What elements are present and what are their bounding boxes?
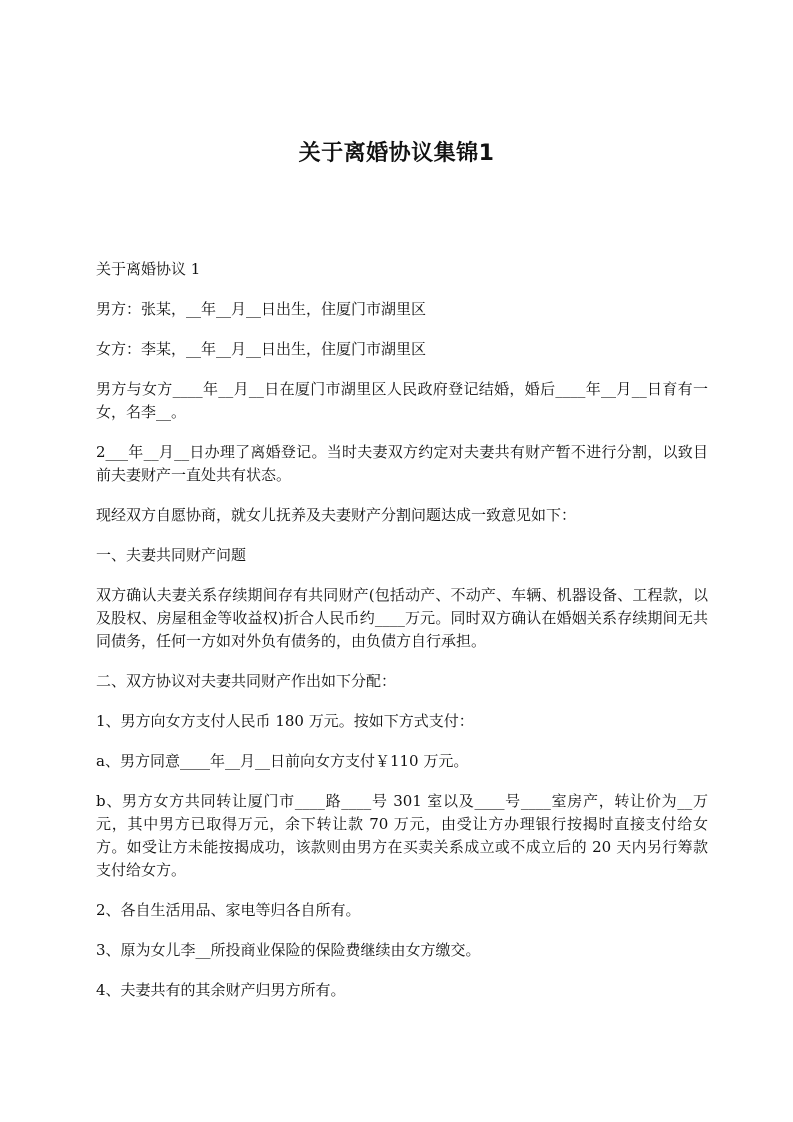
party-female: 女方：李某，__年__月__日出生，住厦门市湖里区 bbox=[96, 340, 427, 358]
document-title: 关于离婚协议集锦1 bbox=[298, 141, 495, 166]
property-item-3: 3、原为女儿李__所投商业保险的保险费继续由女方缴交。 bbox=[96, 941, 481, 959]
property-item-4: 4、夫妻共有的其余财产归男方所有。 bbox=[96, 981, 346, 999]
clause-heading-1: 一、夫妻共同财产问题 bbox=[96, 546, 247, 564]
payment-item-b: b、男方女方共同转让厦门市____路____号 301 室以及____号____室房产，转让价为__万元，其中男方已取得万元，余下转让款 70 万元，由受让方办理银行按揭时直接支付给女方。如受让方未能按揭成功，该款则由男方在买卖关系成立或不成立后的 20 天内另行筹款支付给女方。 bbox=[96, 792, 708, 879]
marriage-paragraph: 男方与女方____年__月__日在厦门市湖里区人民政府登记结婚，婚后____年__月__日育有一女，名李__。 bbox=[96, 380, 708, 421]
payment-item-1: 1、男方向女方支付人民币 180 万元。按如下方式支付： bbox=[96, 712, 474, 730]
divorce-registration-paragraph: 2___年__月__日办理了离婚登记。当时夫妻双方约定对夫妻共有财产暂不进行分割，以致目前夫妻财产一直处共有状态。 bbox=[96, 443, 708, 484]
property-item-2: 2、各自生活用品、家电等归各自所有。 bbox=[96, 901, 361, 919]
payment-item-a: a、男方同意____年__月__日前向女方支付￥110 万元。 bbox=[96, 752, 469, 770]
document-body bbox=[96, 258, 708, 1019]
common-property-paragraph: 双方确认夫妻关系存续期间存有共同财产(包括动产、不动产、车辆、机器设备、工程款，以及股权、房屋租金等收益权)折合人民币约____万元。同时双方确认在婚姻关系存续期间无共同债务，任何一方如对外负有债务的，由负债方自行承担。 bbox=[96, 586, 708, 650]
clause-heading-2: 二、双方协议对夫妻共同财产作出如下分配： bbox=[96, 672, 397, 690]
party-male: 男方：张某，__年__月__日出生，住厦门市湖里区 bbox=[96, 300, 427, 318]
section-heading: 关于离婚协议 1 bbox=[96, 260, 201, 278]
agreement-intro-paragraph: 现经双方自愿协商，就女儿抚养及夫妻财产分割问题达成一致意见如下： bbox=[96, 506, 577, 524]
